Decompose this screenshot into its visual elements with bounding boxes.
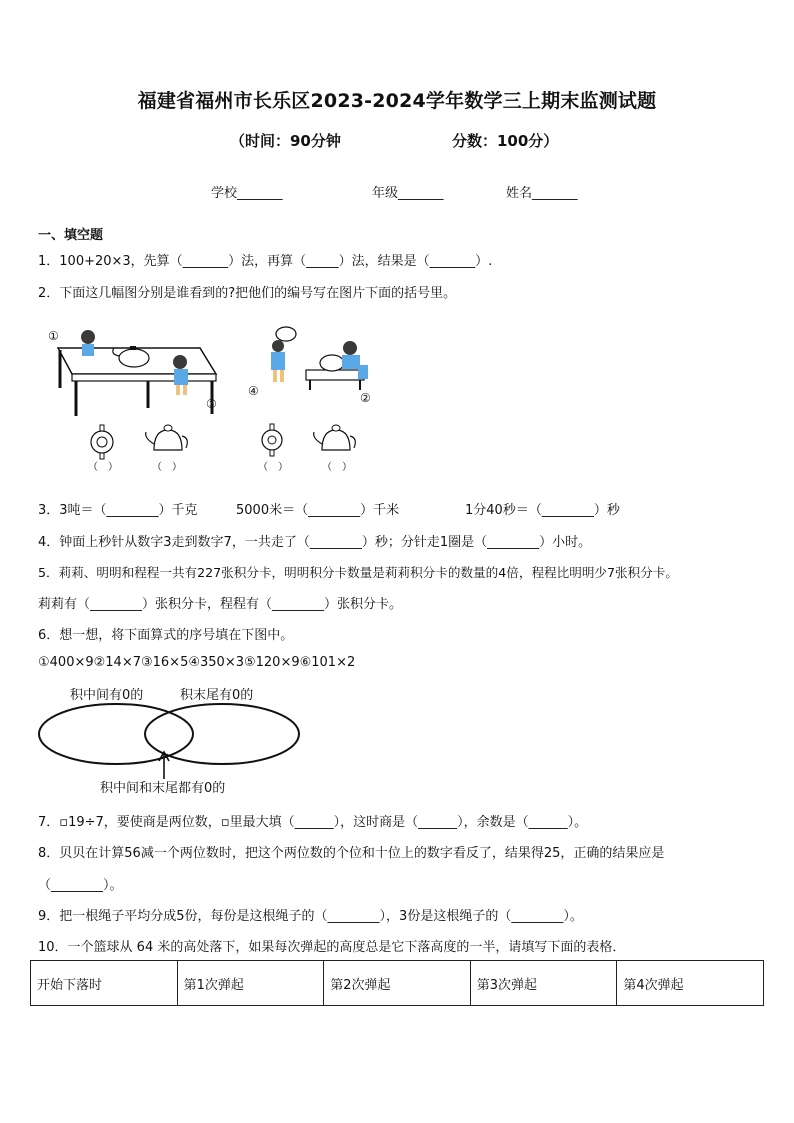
venn-left-label: 积中间有0的 (70, 688, 144, 703)
question-8-line-1: 8．贝贝在计算56减一个两位数时，把这个两位数的个位和十位上的数字看反了，结果得25，正确的结果应是 (38, 846, 665, 861)
question-3-a: 3．3吨＝（________）千克 (38, 503, 198, 518)
bracket-1: （ ） (88, 462, 118, 473)
table-scene-right (248, 327, 371, 405)
teapot-views (88, 424, 355, 473)
venn-diagram (30, 682, 320, 798)
grade-field: 年级_______ (372, 186, 444, 201)
question-10: 10．一个篮球从 64 米的高处落下，如果每次弹起的高度总是它下落高度的一半，请填写下面的表格． (38, 940, 626, 955)
table-header-cell: 第1次弹起 (177, 961, 324, 1006)
question-9: 9．把一根绳子平均分成5份，每份是这根绳子的（________），3份是这根绳子的（________）。 (38, 909, 583, 924)
question-3-c: 1分40秒＝（________）秒 (465, 503, 620, 518)
question-2: 2．下面这几幅图分别是谁看到的?把他们的编号写在图片下面的括号里。 (38, 286, 457, 301)
table-header-cell: 第4次弹起 (617, 961, 764, 1006)
bracket-2: （ ） (152, 462, 182, 473)
question-1: 1．100+20×3，先算（_______）法，再算（_____）法，结果是（_______）. (38, 254, 493, 269)
question-4: 4．钟面上秒针从数字3走到数字7，一共走了（________）秒；分针走1圈是（________）小时。 (38, 535, 592, 550)
label-2: ② (360, 391, 371, 405)
section-heading: 一、填空题 (38, 228, 104, 243)
question-5-line-1: 5．莉莉、明明和程程一共有227张积分卡，明明积分卡数量是莉莉积分卡的数量的4倍，程程比明明少7张积分卡。 (38, 565, 678, 580)
venn-right-label: 积末尾有0的 (180, 688, 254, 703)
table-row (31, 961, 764, 1006)
question-5-line-2: 莉莉有（________）张积分卡，程程有（________）张积分卡。 (38, 597, 403, 612)
bounce-table (30, 960, 764, 1006)
name-field: 姓名_______ (506, 186, 578, 201)
question-7: 7．▫19÷7，要使商是两位数，▫里最大填（______），这时商是（______），余数是（______）。 (38, 815, 588, 830)
table-scene-left (48, 329, 217, 416)
time-limit: （时间：90分钟 (230, 132, 341, 150)
question-6: 6．想一想，将下面算式的序号填在下图中。 (38, 628, 294, 643)
table-header-cell: 第2次弹起 (324, 961, 471, 1006)
label-1: ① (48, 329, 59, 343)
question-3-b: 5000米＝（________）千米 (236, 503, 400, 518)
question-8-line-2: （________）。 (38, 878, 123, 893)
table-header-cell: 第3次弹起 (470, 961, 617, 1006)
total-score: 分数：100分） (452, 132, 559, 150)
label-3: ③ (206, 397, 217, 411)
venn-bottom-label: 积中间和末尾都有0的 (100, 781, 226, 796)
bracket-3: （ ） (258, 462, 288, 473)
bracket-4: （ ） (322, 462, 352, 473)
q2-figure (40, 318, 390, 482)
school-field: 学校_______ (211, 186, 283, 201)
question-6-expressions: ①400×9②14×7③16×5④350×3⑤120×9⑥101×2 (38, 655, 356, 670)
label-4: ④ (248, 384, 259, 398)
table-header-cell: 开始下落时 (31, 961, 178, 1006)
page-title: 福建省福州市长乐区2023-2024学年数学三上期末监测试题 (137, 90, 657, 112)
